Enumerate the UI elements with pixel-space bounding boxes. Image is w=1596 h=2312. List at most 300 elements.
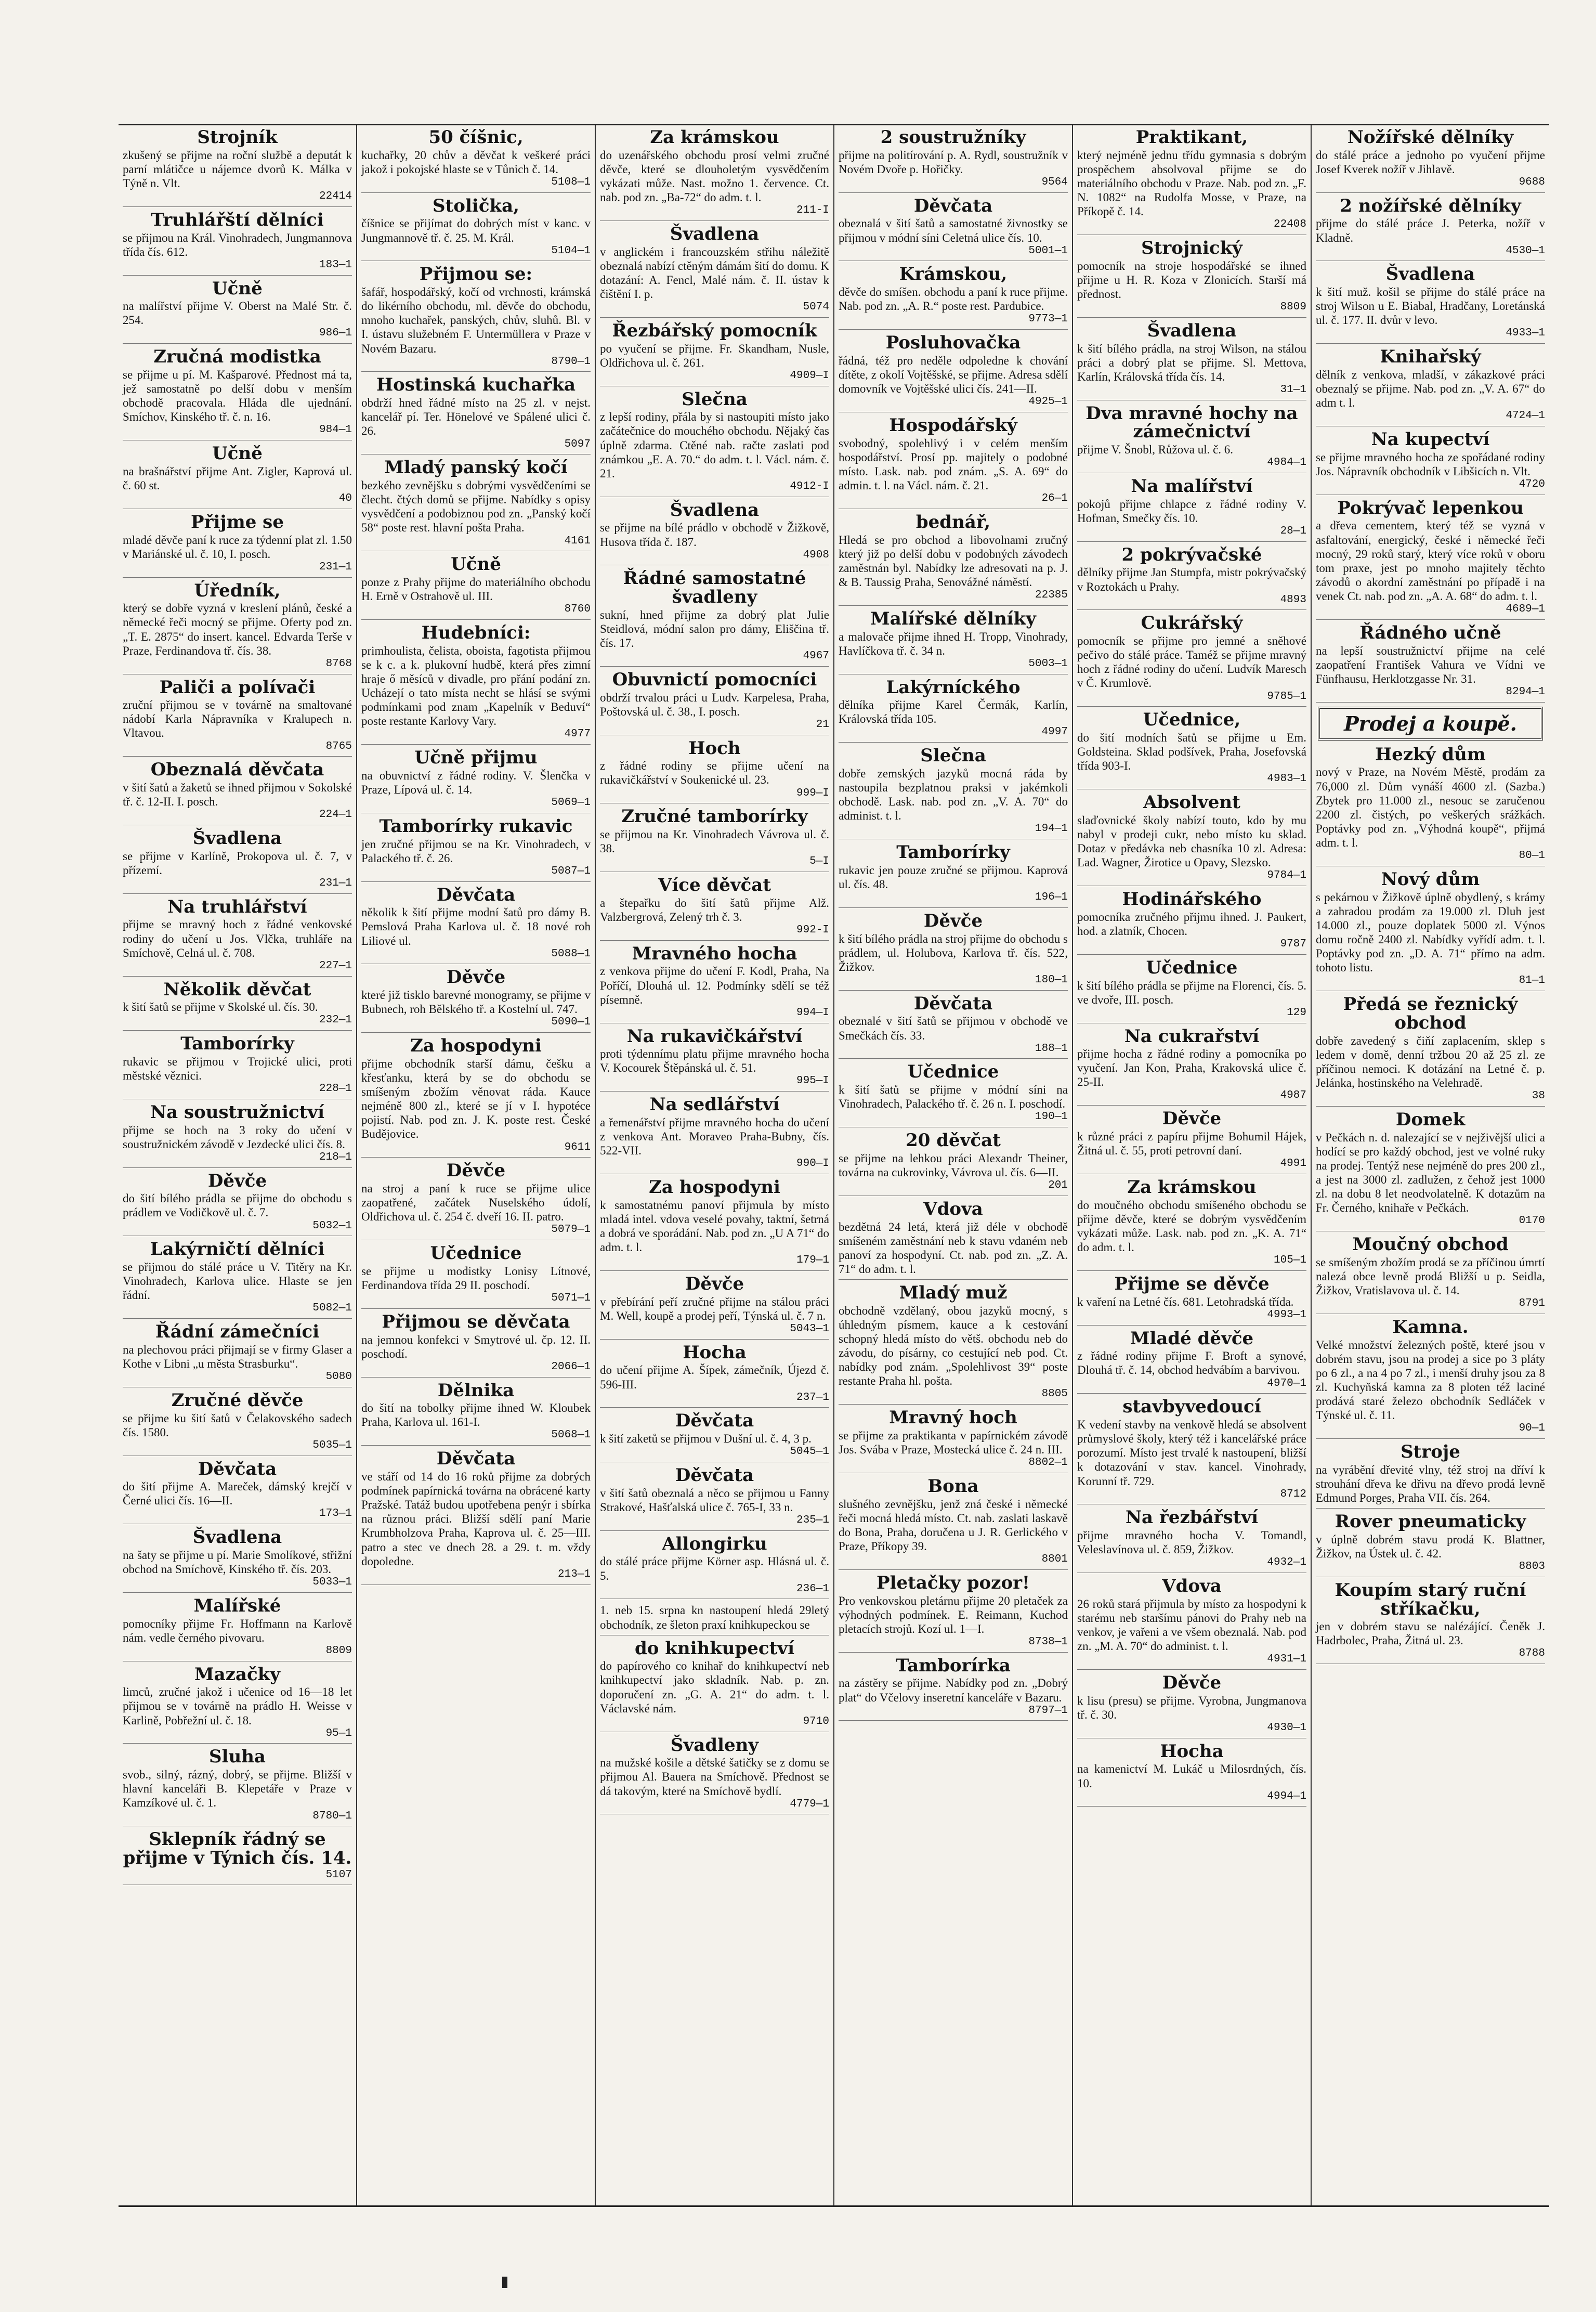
- ad-title: Na truhlářství: [167, 896, 307, 917]
- ad-text: dobře zemských jazyků mocná ráda by nastoupila bezplatnou praksi v jakémkoli obchodě. Lask. nab. pod zn. „V. A. 70“ do administ. t. l.: [839, 767, 1068, 823]
- ad-text: dělník z venkova, mladší, v zákazkové práci obeznalý se přijme. Nab. pod zn. „V. A. 67“ do adm t. l.: [1316, 368, 1545, 410]
- ad-title: Na soustružnictví: [150, 1101, 324, 1123]
- ad-title: Děvče: [923, 910, 983, 931]
- ad-code: 4994—1: [1267, 1790, 1306, 1802]
- ad-title: Tamborírky rukavic: [379, 815, 573, 837]
- classified-ad: [1077, 1398, 1306, 1504]
- ad-title: Děvčata: [198, 1458, 277, 1479]
- ad-title: Přijme se: [191, 511, 284, 532]
- ad-text: k šití bílého prádla se přijme na Florenci, čís. 5. ve dvoře, III. posch.: [1077, 979, 1306, 1006]
- ad-code: 990—I: [796, 1158, 829, 1170]
- ad-code: 4925—1: [1028, 396, 1068, 408]
- classified-ad: [361, 1162, 591, 1240]
- ad-text: slaďovnické školy nabízí touto, kdo by mu nabyl v prodeji cukr, nebo místo ku sklad. Dotaz v předávka neb chasníka 10 zl. Adresa: Lad. Wagner, Žirotice u Opavy, Slezsko.: [1077, 813, 1306, 869]
- ad-code: 218—1: [319, 1151, 352, 1163]
- ad-text: číšnice se přijímat do dobrých míst v kanc. v Jungmannově tř. č. 25. M. Král.: [361, 217, 591, 244]
- ad-title: Hezký dům: [1375, 744, 1486, 765]
- ad-code: 8712: [1280, 1488, 1306, 1500]
- ad-text: sukní, hned přijme za dobrý plat Julie Steidlová, módní salon pro dámy, Eliščina tř. čís. 17.: [600, 608, 829, 650]
- ad-title: Vdova: [1162, 1576, 1222, 1597]
- classified-ad: [1077, 890, 1306, 955]
- ad-code: 8738—1: [1028, 1635, 1068, 1648]
- classified-ad: [600, 876, 829, 941]
- ad-text: rukavic se přijmou v Trojické ulici, proti městské věznici.: [123, 1055, 352, 1082]
- ad-text: v anglickém i francouzském střihu náležitě obeznalá nabízí ctěným dámám šití do domu. K dotazání: A. Fencl, Malé nám. č. II. ústav k čištění I. p.: [600, 245, 829, 301]
- ad-code: 986—1: [319, 327, 352, 340]
- ad-text: do šití na tobolky přijme ihned W. Kloubek Praha, Karlova ul. 161-I.: [361, 1401, 591, 1429]
- ad-title: Malířské: [193, 1595, 281, 1616]
- ad-title: Za hospodyni: [649, 1177, 780, 1198]
- ad-text: proti týdennímu platu přijme mravného hocha V. Kocourek Štěpánská ul. č. 51.: [600, 1047, 829, 1075]
- ad-title: Mladý panský kočí: [384, 457, 568, 478]
- classified-ad: [600, 225, 829, 318]
- classified-ad: [839, 995, 1068, 1059]
- ad-text: pomocníky přijme Fr. Hoffmann na Karlově nám. vedle černého pivovaru.: [123, 1617, 352, 1644]
- ad-title: Úředník,: [194, 580, 281, 601]
- ad-text: K vedení stavby na venkově hledá se absolvent průmyslové školy, který též i kancelářské práce porozumí. Místo jest trvalé k nastoupení, bližší k dotazování v stav. kancel. Vinohrady, Korunní tř. 729.: [1077, 1418, 1306, 1488]
- ad-code: 180—1: [1035, 973, 1068, 986]
- ad-title: Strojnický: [1141, 238, 1242, 259]
- ad-title: Učně: [212, 443, 263, 464]
- ad-code: 5107: [325, 1868, 352, 1881]
- ad-title: Hocha: [683, 1342, 747, 1363]
- ad-title: Dělnika: [437, 1380, 515, 1401]
- classified-ad: [1316, 265, 1545, 344]
- ad-text: dělníky přijme Jan Stumpfa, mistr pokrývačský v Roztokách u Prahy.: [1077, 566, 1306, 593]
- ad-title: Hocha: [1160, 1741, 1224, 1762]
- ad-code: 4984—1: [1267, 457, 1306, 469]
- ad-text: rukavic jen pouze zručné se přijmou. Kaprová ul. čís. 48.: [839, 863, 1068, 891]
- ad-code: 8760: [564, 603, 591, 616]
- classified-ad: [1316, 995, 1545, 1107]
- ad-title: Učně přijmu: [414, 747, 538, 769]
- ad-title: Za krámskou: [1127, 1177, 1257, 1198]
- ad-text: na stroj a paní k ruce se přijme ulice zaopatřené, začátek Nuselského údolí, Oldřichova ul. č. 254 č. dveří 16. II. patro.: [361, 1182, 591, 1224]
- classified-ad: [1077, 614, 1306, 707]
- ad-title: Děvče: [685, 1274, 744, 1295]
- ad-code: 5097: [564, 438, 591, 450]
- classified-ad: [600, 739, 829, 804]
- ad-title: Řádní zámečníci: [155, 1321, 320, 1343]
- ad-title: Posluhovačka: [885, 332, 1021, 354]
- ad-title: Vdova: [923, 1198, 983, 1219]
- ad-code: 0170: [1519, 1215, 1545, 1227]
- ad-text: do moučného obchodu smíšeného obchodu se přijme děvče, které se dobrým vysvědčením vykázati může. Lask. nab. pod zn. „K. A. 71“ do adm. t. l.: [1077, 1198, 1306, 1254]
- ad-text: bezkého zevnějšku s dobrými vysvědčeními se člecht. čtých domů se přijme. Nabídky s opisy vysvědčení a podobiznou pod zn. „Panský kočí 58“ poste rest. hlavní pošta Praha.: [361, 479, 591, 535]
- ad-title: Děvče: [446, 967, 506, 988]
- ad-text: obeznalá v šití šatů a samostatné živnostky se přijmou v módní síni Celetná ulice čís. 10.: [839, 217, 1068, 244]
- classified-ad: [361, 555, 591, 620]
- ad-text: děvče do smíšen. obchodu a paní k ruce přijme. Nab. pod zn. „A. R.“ poste rest. Pardubice.: [839, 285, 1068, 313]
- ad-title: Domek: [1395, 1109, 1466, 1130]
- ad-code: 4931—1: [1267, 1653, 1306, 1666]
- ad-text: obdrží trvalou práci u Ludv. Karpelesa, Praha, Poštovská ul. č. 38., I. posch.: [600, 691, 829, 718]
- ad-title: Zručné děvče: [171, 1389, 304, 1411]
- ad-text: slušného zevnějšku, jenž zná české i německé řeči mocná hledá místo. Ct. nab. zaslati laskavě do Bona, Praha, doručena u J. R. Gerlického v Praze, Příkopy 39.: [839, 1497, 1068, 1553]
- ad-code: 5080: [325, 1371, 352, 1383]
- ad-title: Bona: [927, 1475, 979, 1497]
- ad-title: Stolička,: [433, 195, 519, 216]
- classified-ad: [839, 334, 1068, 412]
- ad-title: Děvčata: [675, 1465, 754, 1486]
- ad-title: Švadlena: [192, 1527, 282, 1548]
- ad-text: na šaty se přijme u pí. Marie Smolíkové, střižní obchod na Smíchově, Kinského tř. čís. 203.: [123, 1548, 352, 1576]
- ad-title: Učednice: [430, 1243, 522, 1264]
- ad-text: a řemenářství přijme mravného hocha do učení z venkova Ant. Moraveo Praha-Bubny, čís. 522-VII.: [600, 1115, 829, 1158]
- classified-ad: [361, 1313, 591, 1378]
- ad-title: Pletačky pozor!: [877, 1572, 1030, 1593]
- classified-ad: [839, 1132, 1068, 1196]
- classified-ad: [839, 128, 1068, 193]
- ad-title: Dva mravné hochy na zámečnictví: [1085, 402, 1298, 443]
- ad-title: Cukrářský: [1141, 613, 1243, 634]
- ad-code: 105—1: [1273, 1254, 1306, 1267]
- classified-ad: [600, 322, 829, 386]
- ad-title: Obeznalá děvčata: [150, 759, 324, 781]
- ad-code: 28—1: [1280, 525, 1306, 537]
- ad-code: 228—1: [319, 1083, 352, 1095]
- ad-title: Děvče: [446, 1160, 506, 1181]
- ad-title: Řádného učně: [1359, 622, 1501, 643]
- ad-title: Učednice: [1146, 957, 1238, 978]
- ad-text: pomocník na stroje hospodářské se ihned přijme u H. R. Koza v Zlonicích. Starší má přednost.: [1077, 259, 1306, 301]
- classified-ad: [839, 1574, 1068, 1653]
- classified-ad: [123, 211, 352, 276]
- classified-ad: [1077, 1743, 1306, 1807]
- ad-text: dobře zavedený s čiňí zaplacením, sklep s ledem v domě, denní tržbou 20 až 25 zl. ze příčinou nemoci. K dotázání na Letné č. p. Jelánka, hostinského na Velehradě.: [1316, 1034, 1545, 1089]
- ad-title: Učně: [212, 278, 263, 299]
- ad-title: Řádné samostatné švadleny: [623, 568, 806, 608]
- ad-code: 173—1: [319, 1508, 352, 1520]
- ad-code: 8797—1: [1028, 1704, 1068, 1717]
- ad-title: Za hospodyni: [410, 1035, 542, 1057]
- classified-ad: [839, 197, 1068, 262]
- ad-text: limců, zručné jakož i učenice od 16—18 let přijmou se v továrně na prádlo H. Weisse v Karlině, Pobřežní ul. č. 18.: [123, 1685, 352, 1727]
- ad-text: nový v Praze, na Novém Městě, prodám za 76,000 zl. Dům vynáší 4600 zl. (Sazba.) Zbytek pro 11.000 zl., nesouc se zaručenou 2200 zl. čistých, po veškerých srážkách. Poptávky pod zn. „Výhodná koupě“, přijmá adm. t. l.: [1316, 765, 1545, 850]
- ad-text: se smíšeným zbožím prodá se za příčinou úmrtí nalezá obce levně prodá Bližší u p. Seidla, Žižkov, Vratislavova ul. č. 14.: [1316, 1255, 1545, 1297]
- ad-code: 179—1: [796, 1254, 829, 1267]
- ad-code: 224—1: [319, 809, 352, 821]
- ad-text: z řádné rodiny se přijme učení na rukavičkářství v Soukenické ul. 23.: [600, 759, 829, 787]
- ad-code: 4970—1: [1267, 1377, 1306, 1389]
- ad-code: 231—1: [319, 877, 352, 890]
- ad-text: a štepařku do šití šatů přijme Alž. Valzbergrová, Zelený trh č. 3.: [600, 896, 829, 924]
- ad-text: jen v dobrém stavu se nalézájící. Čeněk J. Hadrbolec, Praha, Žitná ul. 23.: [1316, 1620, 1545, 1647]
- ad-title: Mladé děvče: [1130, 1328, 1254, 1349]
- classified-ad: [123, 513, 352, 578]
- classified-ad: [600, 388, 829, 497]
- classified-ad: [123, 1240, 352, 1319]
- ad-title: Zručné tamborírky: [621, 806, 808, 827]
- ad-text: se přijmou na Kr. Vinohradech Vávrova ul. č. 38.: [600, 828, 829, 855]
- ad-text: Velké množství železných poště, které jsou v dobrém stavu, jsou na prodej a sice po 3 pláty po 6 zl., a na 4 po 7 zl., i menší druhy jsou za 8 zl. Kuchyňská kamna za 8 ploten též laciné prodává staré železo obchodník Sedláček v Týnské ul. č. 11.: [1316, 1338, 1545, 1422]
- classified-ad: [123, 898, 352, 977]
- ad-code: 5108—1: [551, 176, 591, 188]
- ad-title: Mladý muž: [899, 1282, 1008, 1304]
- ad-title: Praktikant,: [1135, 127, 1248, 148]
- ad-code: 9564: [1041, 176, 1068, 188]
- ad-text: v přebírání peří zručné přijme na stálou práci M. Well, koupě a prodej peří, Týnská ul. č. 7 n.: [600, 1295, 829, 1322]
- ad-title: Pokrývač lepenkou: [1337, 497, 1524, 518]
- classified-ad: [1077, 1025, 1306, 1106]
- ad-title: Na cukrařství: [1124, 1025, 1260, 1047]
- ad-title: Za krámskou: [650, 127, 779, 148]
- ad-code: 227—1: [319, 959, 352, 972]
- ad-title: Děvče: [1162, 1672, 1222, 1694]
- ad-text: k šití bílého prádla, na stroj Wilson, na stálou práci a dobrý plat se přijme. Sl. Mettova, Karlín, Královská třída čís. 14.: [1077, 342, 1306, 383]
- ad-code: 8809: [325, 1644, 352, 1657]
- ad-code: 5071—1: [551, 1292, 591, 1305]
- ad-title: Tamborírka: [896, 1655, 1011, 1676]
- ad-title: Hospodářský: [889, 414, 1017, 436]
- ad-title: do knihkupectví: [635, 1638, 794, 1659]
- ad-text: Hledá se pro obchod a libovolnami zručný který již po delší dobu v podobných závodech zaměstnán byl. Nabídky lze adresovati na p. J. & B. Taussig Praha, Senovážné náměstí.: [839, 533, 1068, 589]
- ad-code: 21: [816, 718, 829, 731]
- classified-ad: [1316, 499, 1545, 620]
- ad-title: Koupím starý ruční stříkačku,: [1335, 1579, 1526, 1619]
- classified-ad: [1077, 1275, 1306, 1326]
- ad-title: Přijmou se:: [419, 264, 533, 285]
- classified-ad: [123, 679, 352, 757]
- ad-code: 4987: [1280, 1089, 1306, 1101]
- ad-title: Tamborírky: [896, 842, 1010, 863]
- classified-ad: [600, 569, 829, 667]
- classified-ad: [1077, 546, 1306, 611]
- ad-text: do papírového co knihař do knihkupectví neb knihkupectví jako skladník. Nab. p. zn. doporučení zn. „G. A. 21“ do adm. t. l. Václavské nám.: [600, 1659, 829, 1715]
- classified-ad: [839, 513, 1068, 606]
- ad-code: 201: [1048, 1179, 1068, 1192]
- ad-text: na vyrábění dřevité vlny, též stroj na dříví k strouhání dřeva ke dřivu na dřevo prodá levně Edmund Porges, Praha VII. čís. 264.: [1316, 1463, 1545, 1505]
- ad-text: pokojů přijme chlapce z řádné rodiny V. Hofman, Smečky čís. 10.: [1077, 497, 1306, 525]
- ad-code: 26—1: [1041, 492, 1068, 505]
- ad-text: přijme do stálé práce J. Peterka, nožíř v Kladně.: [1316, 217, 1545, 244]
- ad-title: Na řezbářství: [1125, 1507, 1259, 1528]
- ad-title: Na malířství: [1131, 476, 1253, 497]
- ad-title: Knihařský: [1380, 346, 1481, 368]
- ad-code: 129: [1287, 1006, 1306, 1019]
- ad-code: 9611: [564, 1141, 591, 1153]
- classified-ad: [839, 610, 1068, 674]
- ad-code: 38: [1532, 1090, 1545, 1102]
- ad-title: Na sedlářství: [649, 1094, 780, 1115]
- ad-title: Lakýrničtí dělníci: [150, 1239, 325, 1260]
- ad-code: 9784—1: [1267, 869, 1306, 882]
- ad-text: se přijme u modistky Lonisy Lítnové, Ferdinandova třída 29 II. poschodí.: [361, 1264, 591, 1292]
- ad-code: 188—1: [1035, 1042, 1068, 1055]
- ad-text: se přijme u pí. M. Kašparové. Přednost má ta, jež samostatně po delší dobu v menším obchodě pracovala. Hláda dle ujednání. Smíchov, Kinského tř. č. n. 16.: [123, 368, 352, 424]
- classified-ad: [1316, 197, 1545, 262]
- ad-title: Učednice,: [1143, 709, 1241, 731]
- classified-ad: [1316, 1236, 1545, 1314]
- ad-title: Přijmou se děvčata: [382, 1311, 570, 1332]
- ad-title: 2 nožířské dělníky: [1340, 195, 1521, 216]
- column-4: [834, 125, 1073, 2205]
- ad-text: kuchařky, 20 chův a děvčat k veškeré práci jakož i pokojské hlaste se v Tůnich č. 14.: [361, 148, 591, 176]
- classified-ad: [839, 747, 1068, 839]
- ad-title: Stroje: [1401, 1441, 1460, 1463]
- classified-ad: [600, 1344, 829, 1408]
- classified-ad: [361, 459, 591, 551]
- ad-text: do šití bílého prádla se přijme do obchodu s prádlem ve Vodičkově ul. č. 7.: [123, 1192, 352, 1219]
- classified-ad: [123, 1389, 352, 1456]
- ad-title: Učednice: [907, 1061, 999, 1083]
- ad-title: Hudebníci:: [421, 622, 531, 643]
- ad-text: přijme mravného hocha V. Tomandl, Veleslavínova ul. č. 859, Žižkov.: [1077, 1529, 1306, 1556]
- classified-ad: [839, 843, 1068, 908]
- ad-text: svob., silný, rázný, dobrý, se přijme. Bližší v hlavní kanceláři B. Klepetáře v Praze v Kamzíkové ul. č. 1.: [123, 1768, 352, 1810]
- ad-text: který se dobře vyzná v kreslení plánů, české a německé řeči mocný se přijme. Oferty pod zn. „T. E. 2875“ do insert. kancel. Edvarda Terše v Praze, Ferdinandova tř. čís. 38.: [123, 602, 352, 657]
- ad-code: 4993—1: [1267, 1308, 1306, 1321]
- ad-code: 22385: [1035, 589, 1068, 602]
- ad-code: 4689—1: [1506, 603, 1545, 616]
- classified-ad: [839, 265, 1068, 330]
- ad-text: z venkova přijme do učení F. Kodl, Praha, Na Poříčí, Dlouhá ul. 12. Podmínky sdělí se též písemně.: [600, 965, 829, 1006]
- ad-code: 5068—1: [551, 1429, 591, 1441]
- classified-ad: [600, 945, 829, 1023]
- classified-ad: [839, 1063, 1068, 1127]
- ad-title: 20 děvčat: [906, 1130, 1001, 1151]
- classified-ad: [1077, 477, 1306, 542]
- ad-title: Předá se řeznický obchod: [1343, 994, 1518, 1033]
- ad-text: do šití přijme A. Mareček, dámský krejčí v Černé ulici čís. 16—II.: [123, 1480, 352, 1508]
- ad-title: Mazačky: [194, 1664, 281, 1685]
- classified-ad: [839, 414, 1068, 509]
- ad-text: jen zručné přijmou se na Kr. Vinohradech, v Palackého tř. č. 26.: [361, 837, 591, 865]
- ad-text: na zástěry se přijme. Nabídky pod zn. „Dobrý plat“ do Včelovy inseretní kanceláře v Bazaru.: [839, 1677, 1068, 1704]
- classified-ad: [1316, 624, 1545, 703]
- ad-code: 4991: [1280, 1158, 1306, 1170]
- ad-code: 8791: [1519, 1297, 1545, 1310]
- classified-ad: [600, 808, 829, 872]
- ad-title: Malířské dělníky: [870, 608, 1036, 629]
- classified-ad: [839, 1200, 1068, 1280]
- ad-code: 9710: [803, 1715, 829, 1727]
- ad-text: do šití modních šatů se přijme u Em. Goldsteina. Sklad podšívek, Praha, Josefovská třída 903-I.: [1077, 731, 1306, 773]
- ad-title: Hostinská kuchařka: [376, 374, 576, 396]
- classified-ad: [600, 1466, 829, 1531]
- ad-title: Švadlena: [1385, 264, 1475, 285]
- ad-text: se přijme v Karlíně, Prokopova ul. č. 7, v přízemí.: [123, 849, 352, 877]
- classified-ad: [600, 1178, 829, 1271]
- ad-title: Švadlena: [1147, 320, 1237, 341]
- classified-ad: [1077, 239, 1306, 318]
- classified-ad: [123, 1830, 352, 1885]
- ad-text: a malovače přijme ihned H. Tropp, Vinohrady, Havlíčkova tř. č. 34 n.: [839, 630, 1068, 657]
- ad-text: mladé děvče paní k ruce za týdenní plat zl. 1.50 v Mariánské ul. č. 10, I. posch.: [123, 533, 352, 561]
- classified-ad: [1077, 128, 1306, 235]
- ad-text: se přijme na bílé prádlo v obchodě v Žižkově, Husova třída č. 187.: [600, 521, 829, 549]
- classified-ad: [1077, 1178, 1306, 1271]
- ad-code: 4933—1: [1506, 327, 1545, 340]
- ad-text: na malířství přijme V. Oberst na Malé Str. č. 254.: [123, 300, 352, 327]
- ad-code: 5043—1: [790, 1322, 829, 1335]
- ad-title: Allongirku: [662, 1533, 767, 1554]
- ad-code: 90—1: [1519, 1422, 1545, 1435]
- ad-code: 5082—1: [312, 1302, 352, 1315]
- ad-title: Mravného hocha: [632, 943, 797, 964]
- ad-code: 22408: [1273, 218, 1306, 231]
- classified-ad: [1316, 871, 1545, 991]
- ad-text: který nejméně jednu třídu gymnasia s dobrým prospěchem absolvoval přijme se do materiálního obchodu v Praze. Nab. pod zn. „F. N. 1082“ na Rudolfa Mosse, v Praze, na Příkopě č. 14.: [1077, 148, 1306, 218]
- column-5: [1073, 125, 1312, 2205]
- ad-title: Děvčata: [675, 1410, 754, 1432]
- ad-text: k šití bílého prádla na stroj přijme do obchodu s prádlem, ul. Holubova, Karlova tř. čís. 522, Žižkov.: [839, 932, 1068, 973]
- ad-text: se přijme ku šití šatů v Čelakovského sadech čís. 1580.: [123, 1411, 352, 1439]
- ad-title: Švadlena: [670, 499, 760, 521]
- classified-ad: [1077, 1674, 1306, 1738]
- ad-code: 9773—1: [1028, 313, 1068, 326]
- classified-ad: [1316, 1318, 1545, 1439]
- classified-ad: [839, 679, 1068, 743]
- ad-code: 4720: [1519, 478, 1545, 490]
- ad-text: obdrží hned řádné místo na 25 zl. v nejst. kancelář pí. Ter. Hönelové ve Spálené ulici č. 26.: [361, 396, 591, 438]
- classified-ad: [361, 749, 591, 813]
- ad-title: Slečna: [682, 388, 748, 410]
- ad-code: 2066—1: [551, 1360, 591, 1373]
- ad-code: 31—1: [1280, 383, 1306, 396]
- ad-code: 5003—1: [1028, 657, 1068, 670]
- ad-text: obeznalé v šití šatů se přijmou v obchodě ve Smečkách čís. 33.: [839, 1015, 1068, 1042]
- ad-code: 992-I: [796, 924, 829, 936]
- classified-ad: [361, 968, 591, 1033]
- ad-text: 26 roků stará přijmula by místo za hospodyni k starému neb staršímu pánovi do Prahy neb na venkov, je vařeni a ve všem obeznalá. Nab. pod zn. „M. A. 70“ do administ. t. l.: [1077, 1597, 1306, 1653]
- ad-text: pomocníka zručného přijmu ihned. J. Paukert, hod. a zlatník, Chocen.: [1077, 910, 1306, 938]
- classified-ad: [1077, 402, 1306, 473]
- ad-title: Přijme se děvče: [1114, 1274, 1270, 1295]
- ad-code: 4932—1: [1267, 1556, 1306, 1569]
- ad-code: 995—I: [796, 1075, 829, 1087]
- classified-ad: [361, 1450, 591, 1584]
- ad-text: do učení přijme A. Šípek, zámečník, Újezd č. 596-III.: [600, 1363, 829, 1391]
- ad-text: po vyučení se přijme. Fr. Skandham, Nusle, Oldřichova ul. č. 261.: [600, 342, 829, 369]
- ad-code: 5087—1: [551, 865, 591, 877]
- ad-text: se přijme mravného hocha ze spořádané rodiny Jos. Nápravník obchodník v Libšicích n. Vlt.: [1316, 450, 1545, 478]
- ad-code: 232—1: [319, 1014, 352, 1027]
- ad-text: zruční přijmou se v továrně na smaltované nádobí Karla Nápravníka v Kralupech n. Vltavou.: [123, 698, 352, 740]
- ad-title: stavbyvedoucí: [1122, 1396, 1261, 1418]
- ad-code: 231—1: [319, 561, 352, 573]
- ad-code: 5079—1: [551, 1224, 591, 1236]
- classified-ad: [1316, 128, 1545, 193]
- ad-code: 8788: [1519, 1647, 1545, 1660]
- ad-code: 5090—1: [551, 1016, 591, 1029]
- ad-code: 211-I: [796, 204, 829, 217]
- ad-text: k lisu (presu) se přijme. Vyrobna, Jungmanova tř. č. 30.: [1077, 1694, 1306, 1721]
- classified-ad: [361, 265, 591, 372]
- classified-ad: [1316, 1443, 1545, 1509]
- ad-code: 9787: [1280, 938, 1306, 951]
- ad-title: Nožířské dělníky: [1347, 127, 1514, 148]
- ad-code: 4779—1: [790, 1798, 829, 1810]
- ad-code: 4530—1: [1506, 244, 1545, 257]
- ad-title: Švadlena: [192, 828, 282, 849]
- classified-ad: [123, 582, 352, 674]
- ad-text: obchodně vzdělaný, obou jazyků mocný, s úhledným písmem, kauce a k cestování schopný hledá místo do větš. obchodu neb do závodu, do písárny, co cestující neb pod. Ct. nabídky pod znám. „Spolehlivost 39“ poste restante Praha hl. pošta.: [839, 1304, 1068, 1388]
- classified-ad: [1316, 431, 1545, 495]
- classified-ad: [600, 1412, 829, 1462]
- ad-text: které již tisklo barevné monogramy, se přijme v Bubnech, roh Bělského tř. a Kostelní ul. 747.: [361, 989, 591, 1016]
- ad-code: 8790—1: [551, 355, 591, 368]
- ad-text: na plechovou práci přijmají se v firmy Glaser a Kothe v Libni „u města Strasburku“.: [123, 1343, 352, 1370]
- classified-ad: [123, 1748, 352, 1826]
- ad-title: bednář,: [915, 511, 991, 532]
- ad-text: ve stáří od 14 do 16 roků přijme za dobrých podmínek papírnická továrna na obrácené karty Pražské. Tatáž budou upotřebena penýr i sbírka na různou práci. Bližší sdělí paní Marie Krumbholzova Praha, Kaprova ul. č. 25—III. patro a stec ve dnech 28. a 29. t. m. vždy dopoledne.: [361, 1470, 591, 1568]
- classified-ad: [361, 624, 591, 745]
- ad-text: v úplně dobrém stavu prodá K. Blattner, Žižkov, na Ústek ul. č. 42.: [1316, 1532, 1545, 1560]
- ad-text: k šití šatů se přijme v módní síni na Vinohradech, Palackého tř. č. 26 n. I. poschodí.: [839, 1083, 1068, 1111]
- classified-ad: [361, 1037, 591, 1158]
- ad-title: Děvče: [207, 1170, 267, 1191]
